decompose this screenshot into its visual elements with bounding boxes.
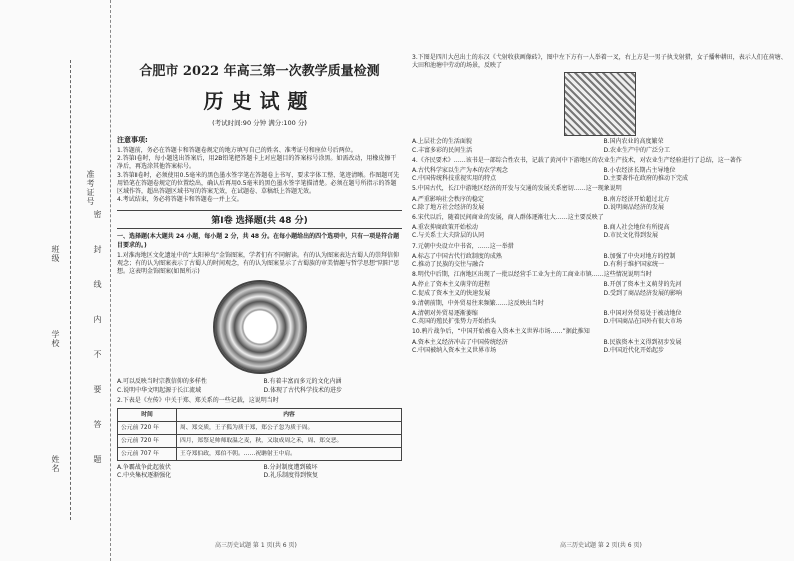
table-row bbox=[118, 435, 402, 448]
option-b: B.民族资本主义得到初步发展 bbox=[603, 338, 682, 346]
question-10-options bbox=[412, 339, 787, 355]
note-item: 2.答第Ⅰ卷时，每小题选出答案后，用2B铅笔把答题卡上对应题目的答案标号涂黑。如需改动，用橡皮擦干净后，再选涂其他答案标号。 bbox=[117, 155, 397, 171]
option-c: C.推动了民族的交往与融合 bbox=[412, 261, 485, 269]
question-5: 5.中国古代，长江中游地区经济的开发与交通的发展关系密切……这一现象说明 bbox=[412, 185, 622, 193]
option-a: A.标志了中国古代行政制度的成熟 bbox=[412, 252, 502, 260]
binding-seal-7: 答 bbox=[93, 420, 102, 429]
question-1-options bbox=[117, 378, 402, 394]
note-item: 4.考试结束，务必将答题卡和答题卷一并上交。 bbox=[117, 196, 243, 204]
question-9: 9.清朝前期，中外贸易往来频繁……这反映出当时 bbox=[412, 299, 544, 307]
option-d: D.中国商品在国外有很大市场 bbox=[603, 318, 683, 326]
question-4-options bbox=[412, 167, 787, 183]
option-d: D.礼乐制度得到恢复 bbox=[263, 472, 319, 480]
question-3: 3.下图是四川大邑出土的东汉《弋射收获画像砖》，图中左下方有一人举着一叉，右上方是一男子执戈射猎，女子播种耕田，表示人们在荷塘、大田和池塘中劳动的场景，反映了 bbox=[412, 54, 787, 70]
binding-label-admission: 准考证号 bbox=[86, 170, 95, 206]
table-cell: 周、郑交质，王子狐为质于郑，郑公子忽为质于周。 bbox=[177, 422, 402, 435]
question-5-options bbox=[412, 196, 787, 212]
subject-title: 历史试题 bbox=[203, 89, 316, 113]
question-10: 10.鸦片战争后，“中国开始被卷入资本主义世界市场……”据此推知 bbox=[412, 328, 590, 336]
option-b: B.开创了资本主义萌芽的先河 bbox=[603, 281, 682, 289]
question-3-options bbox=[412, 138, 787, 154]
option-d: D.市民文化得到发展 bbox=[603, 232, 659, 240]
option-b: B.分封制度遭到破坏 bbox=[263, 464, 318, 472]
table-cell: 四月，郑祭足帅师取温之麦，秋，又取成周之禾，周、郑交恶。 bbox=[177, 435, 402, 448]
sun-bird-image bbox=[213, 280, 307, 374]
option-b: B.商人社会地位有所提高 bbox=[603, 224, 670, 232]
note-item: 3.答第Ⅱ卷时，必须使用0.5毫米的黑色墨水签字笔在答题卷上书写，要求字体工整、笔迹清晰。作图题可先用铅笔在答题卷规定的位置绘出，确认后再用0.5毫米的黑色墨水签字笔描清楚。必须在题号所指示的答题区域作答，超出答题区域书写的答案无效，在试题卷、草稿纸上答题无效。 bbox=[117, 171, 400, 196]
question-9-options bbox=[412, 310, 787, 326]
option-b: B.加强了中央对地方的控制 bbox=[603, 252, 676, 260]
question-6-options bbox=[412, 224, 787, 240]
option-a: A.可以反映当时宗教信仰的多样性 bbox=[117, 378, 207, 386]
binding-seal-5: 不 bbox=[93, 350, 102, 359]
binding-seal-1: 密 bbox=[93, 210, 102, 219]
option-a: A.古代科学家以生产为本的农学观念 bbox=[412, 167, 508, 175]
option-c: C.中国传统科技重视实用的特点 bbox=[412, 175, 497, 183]
option-a: A.严重影响社会秩序的稳定 bbox=[412, 195, 484, 203]
option-a: A.上层社会的生活面貌 bbox=[412, 138, 472, 146]
option-a: A.停止了资本主义萌芽的进程 bbox=[412, 281, 490, 289]
table-cell: 王夺郑伯政，郑伯不朝。……祝聃射王中肩。 bbox=[177, 448, 402, 461]
option-d: D.主要著作在政府的推动下完成 bbox=[603, 175, 689, 183]
option-c: C.与关系士大夫阶层的认同 bbox=[412, 232, 485, 240]
exam-meta: (考试时间:90 分钟 满分:100 分) bbox=[212, 119, 307, 127]
option-a: A.重农抑商政策开始松动 bbox=[412, 224, 478, 232]
binding-seal-8: 题 bbox=[93, 455, 102, 464]
table-cell: 公元前 720 年 bbox=[118, 422, 177, 435]
option-d: D.有利于维护国家统一 bbox=[603, 261, 665, 269]
question-8-options bbox=[412, 281, 787, 297]
binding-strip bbox=[0, 0, 111, 561]
right-page bbox=[412, 52, 787, 355]
exam-title: 合肥市 2022 年高三第一次教学质量检测 bbox=[139, 64, 380, 79]
option-b: B.小农经济长期占主导地位 bbox=[603, 167, 676, 175]
binding-seal-2: 封 bbox=[93, 245, 102, 254]
table-row bbox=[118, 448, 402, 461]
question-2: 2.下表是《左传》中关于郑、郑关系的一些记载，这说明当时 bbox=[117, 396, 279, 404]
painted-brick-image bbox=[564, 72, 636, 136]
question-2-table bbox=[117, 408, 402, 461]
option-c: C.英国的殖民扩张势力开始抬头 bbox=[412, 318, 497, 326]
table-header-content: 内容 bbox=[177, 409, 402, 422]
left-page bbox=[117, 52, 402, 480]
option-d: D.体现了古代科学技术的进步 bbox=[263, 386, 343, 394]
question-7: 7.元朝中央设立中书省，……这一举措 bbox=[412, 242, 514, 250]
binding-label-class: 班级 bbox=[51, 245, 60, 263]
option-d: D.说明商品经济的发展 bbox=[603, 203, 665, 211]
question-8: 8.明代中后期，江南地区出现了一批以经营手工业为主的工商业市镇……这些情况说明当时 bbox=[412, 271, 652, 279]
question-6: 6.宋代以后，随着民间商业的发展，商人群体逐渐壮大……这主要反映了 bbox=[412, 214, 604, 222]
binding-seal-6: 要 bbox=[93, 385, 102, 394]
question-1: 1.对淮海地区文化遗址中的“太阳神鸟”金饰图案，学者们有不同解读。有的认为图案表达古蜀人的崇拜信仰观念；有的认为图案表示了古蜀人的时间观念，有的认为图案显示了古蜀族的审美情趣与哲学思想“阴阳”思想。这表明金饰图案(如图所示) bbox=[117, 251, 400, 276]
option-c: C.说明中华文明起源于长江流域 bbox=[117, 386, 202, 394]
footer-left: 高三历史试题 第 1 页(共 6 页) bbox=[215, 542, 297, 549]
seal-line bbox=[70, 60, 72, 520]
option-b: B.南方经济开始超过北方 bbox=[603, 195, 670, 203]
table-row bbox=[118, 422, 402, 435]
option-d: D.农业生产中的广泛分工 bbox=[603, 146, 671, 154]
option-c: C.中国被纳入资本主义世界市场 bbox=[412, 346, 497, 354]
question-4: 4.《齐民要术》……该书是一部综合性农书，记载了黄河中下游地区的农业生产技术，对农业生产经验进行了总结，这一著作 bbox=[412, 156, 742, 164]
question-2-options bbox=[117, 464, 402, 480]
table-cell: 公元前 720 年 bbox=[118, 435, 177, 448]
question-7-options bbox=[412, 253, 787, 269]
option-a: A.争霸战争此起彼伏 bbox=[117, 464, 171, 472]
option-a: A.资本主义经济冲击了中国传统经济 bbox=[412, 338, 508, 346]
option-b: B.中国对外贸易处于被动地位 bbox=[603, 310, 682, 318]
option-a: A.清朝对外贸易逐渐萎缩 bbox=[412, 310, 478, 318]
binding-seal-4: 内 bbox=[93, 315, 102, 324]
option-c: C.丰富多彩的民间生活 bbox=[412, 146, 473, 154]
note-item: 1.答题前，务必在答题卡和答题卷规定的地方填写自己的姓名、准考证号和座位号后两位。 bbox=[117, 147, 357, 154]
option-b: B.国内农业的高度繁荣 bbox=[603, 138, 664, 146]
section-instruction: 一、选择题(本大题共 24 小题，每小题 2 分，共 48 分。在每小题给出的四个选项中，只有一项是符合题目要求的。) bbox=[117, 233, 400, 249]
table-cell: 公元前 707 年 bbox=[118, 448, 177, 461]
binding-label-name: 姓名 bbox=[51, 455, 60, 473]
option-d: D.受到了商品经济发展的影响 bbox=[603, 289, 683, 297]
option-c: C.促成了资本主义的快速发展 bbox=[412, 289, 491, 297]
option-c: C.除了地方社会经济的发展 bbox=[412, 203, 485, 211]
notes-title: 注意事项: bbox=[117, 136, 148, 144]
option-c: C.中央集权逐渐强化 bbox=[117, 472, 172, 480]
table-header-time: 时间 bbox=[118, 409, 177, 422]
option-b: B.有着丰富而多元的文化内涵 bbox=[263, 378, 342, 386]
binding-seal-3: 线 bbox=[93, 280, 102, 289]
binding-label-school: 学校 bbox=[51, 330, 60, 348]
footer-right: 高三历史试题 第 2 页(共 6 页) bbox=[560, 542, 642, 549]
option-d: D.中国近代化开始起步 bbox=[603, 346, 665, 354]
section-title: 第Ⅰ卷 选择题(共 48 分) bbox=[117, 210, 402, 229]
